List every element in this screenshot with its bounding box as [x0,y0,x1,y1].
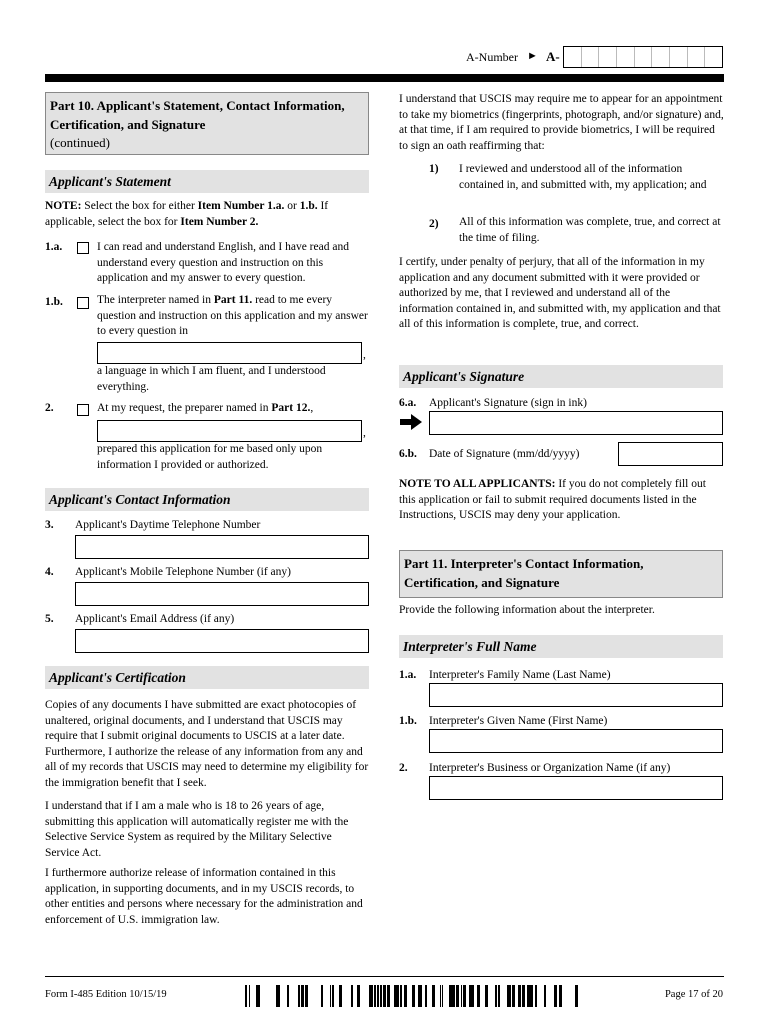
applicant-certification-heading: Applicant's Certification [45,666,369,689]
certification-paragraph-5: I certify, under penalty of perjury, that all of the information in my application and any document submitted with it were provided or authorized by me, that I reviewed and understand all of the information contained in, and submitted with, my application and that all of this information is complete, true, and correct. [399,256,721,330]
item-5-label: Applicant's Email Address (if any) [75,613,235,625]
a-number-label: A-Number [466,50,518,64]
daytime-phone-input[interactable] [75,535,369,559]
item-2-comma: , [363,427,366,439]
a-number-prefix: A- [546,49,560,64]
certification-paragraph-1: Copies of any documents I have submitted are exact photocopies of unaltered, original documents, and I understand that USCIS may require that I submit original documents to USCIS at a later date. Furthermore, I authorize the release of any information from any and all of my records that USCIS may need to determine my eligibility for the immigration benefit that I seek. [45,699,369,789]
barcode-image [245,985,578,1007]
item-2-preparer-input[interactable] [97,420,362,442]
item-2-after-text: prepared this application for me based only upon information I provided or authorized. [97,443,323,471]
signature-date-input[interactable] [618,442,723,466]
page-number: Page 17 of 20 [664,989,723,1000]
item-1b-text: The interpreter named in Part 11. read to me every question and instruction on this application and my answer to every question in [97,294,368,337]
item-6a-number: 6.a. [399,397,417,409]
signature-arrow-icon [399,413,423,431]
part10-continued: (continued) [50,135,110,150]
a-number-input[interactable] [563,46,723,68]
list-1-number: 1) [429,163,439,175]
item-1a-checkbox[interactable] [77,242,89,254]
item-5-number: 5. [45,613,54,625]
item-2-text: At my request, the preparer named in Part 12., [97,402,314,414]
applicant-signature-input[interactable] [429,411,723,435]
item-4-label: Applicant's Mobile Telephone Number (if any) [75,566,291,578]
interpreter-item-1b-label: Interpreter's Given Name (First Name) [429,715,608,727]
item-1a-text: I can read and understand English, and I have read and understand every question and instruction on this application and my answer to every question. [97,241,349,284]
interpreter-family-name-input[interactable] [429,683,723,707]
interpreter-item-1a-label: Interpreter's Family Name (Last Name) [429,669,611,681]
interpreter-full-name-heading: Interpreter's Full Name [399,635,723,658]
item-3-label: Applicant's Daytime Telephone Number [75,519,261,531]
item-1a-number: 1.a. [45,241,63,253]
note-to-all-applicants: NOTE TO ALL APPLICANTS: If you do not completely fill out this application or fail to submit required documents listed in the Instructions, USCIS may deny your application. [399,478,706,521]
item-1b-language-input[interactable] [97,342,362,364]
header-rule [45,74,724,82]
part10-title: Part 10. Applicant's Statement, Contact Information, Certification, and Signature [50,98,345,132]
arrow-right-icon: ► [527,50,538,62]
applicant-contact-heading: Applicant's Contact Information [45,488,369,511]
item-4-number: 4. [45,566,54,578]
item-1b-comma: , [363,349,366,361]
item-1b-number: 1.b. [45,296,63,308]
item-3-number: 3. [45,519,54,531]
interpreter-item-1b-number: 1.b. [399,715,417,727]
footer-rule [45,976,724,977]
email-input[interactable] [75,629,369,653]
item-2-checkbox[interactable] [77,404,89,416]
interpreter-business-name-input[interactable] [429,776,723,800]
applicant-signature-heading: Applicant's Signature [399,365,723,388]
applicant-statement-heading: Applicant's Statement [45,170,369,193]
mobile-phone-input[interactable] [75,582,369,606]
statement-note: NOTE: Select the box for either Item Number 1.a. or 1.b. If applicable, select the box for Item Number 2. [45,200,329,228]
interpreter-item-1a-number: 1.a. [399,669,417,681]
form-edition: Form I-485 Edition 10/15/19 [45,989,167,1000]
item-1b-checkbox[interactable] [77,297,89,309]
item-6b-label: Date of Signature (mm/dd/yyyy) [429,448,580,460]
certification-paragraph-3: I furthermore authorize release of information contained in this application, in supporting documents, and in my USCIS records, to other entities and persons where necessary for the administration and enforcement of U.S. immigration law. [45,867,363,926]
interpreter-item-2-label: Interpreter's Business or Organization Name (if any) [429,762,671,774]
item-6a-label: Applicant's Signature (sign in ink) [429,397,587,409]
certification-paragraph-2: I understand that if I am a male who is 18 to 26 years of age, submitting this application will automatically register me with the Selective Service System as required by the Military Selective Service Act. [45,800,349,859]
interpreter-item-2-number: 2. [399,762,408,774]
part10-header [45,92,369,155]
part11-intro: Provide the following information about the interpreter. [399,604,655,616]
interpreter-given-name-input[interactable] [429,729,723,753]
part11-title: Part 11. Interpreter's Contact Information, Certification, and Signature [404,556,644,590]
list-2-text: All of this information was complete, true, and correct at the time of filing. [459,216,721,244]
item-6b-number: 6.b. [399,448,417,460]
part11-header [399,550,723,598]
certification-paragraph-4: I understand that USCIS may require me to appear for an appointment to take my biometrics (fingerprints, photograph, and/or signature) and, at that time, if I am required to provide biometrics, I will be required to sign an oath reaffirming that: [399,93,724,152]
list-1-text: I reviewed and understood all of the information contained in, and submitted with, my application; and [459,163,707,191]
list-2-number: 2) [429,218,439,230]
item-1b-after-text: a language in which I am fluent, and I understood everything. [97,365,326,393]
item-2-number: 2. [45,402,54,414]
